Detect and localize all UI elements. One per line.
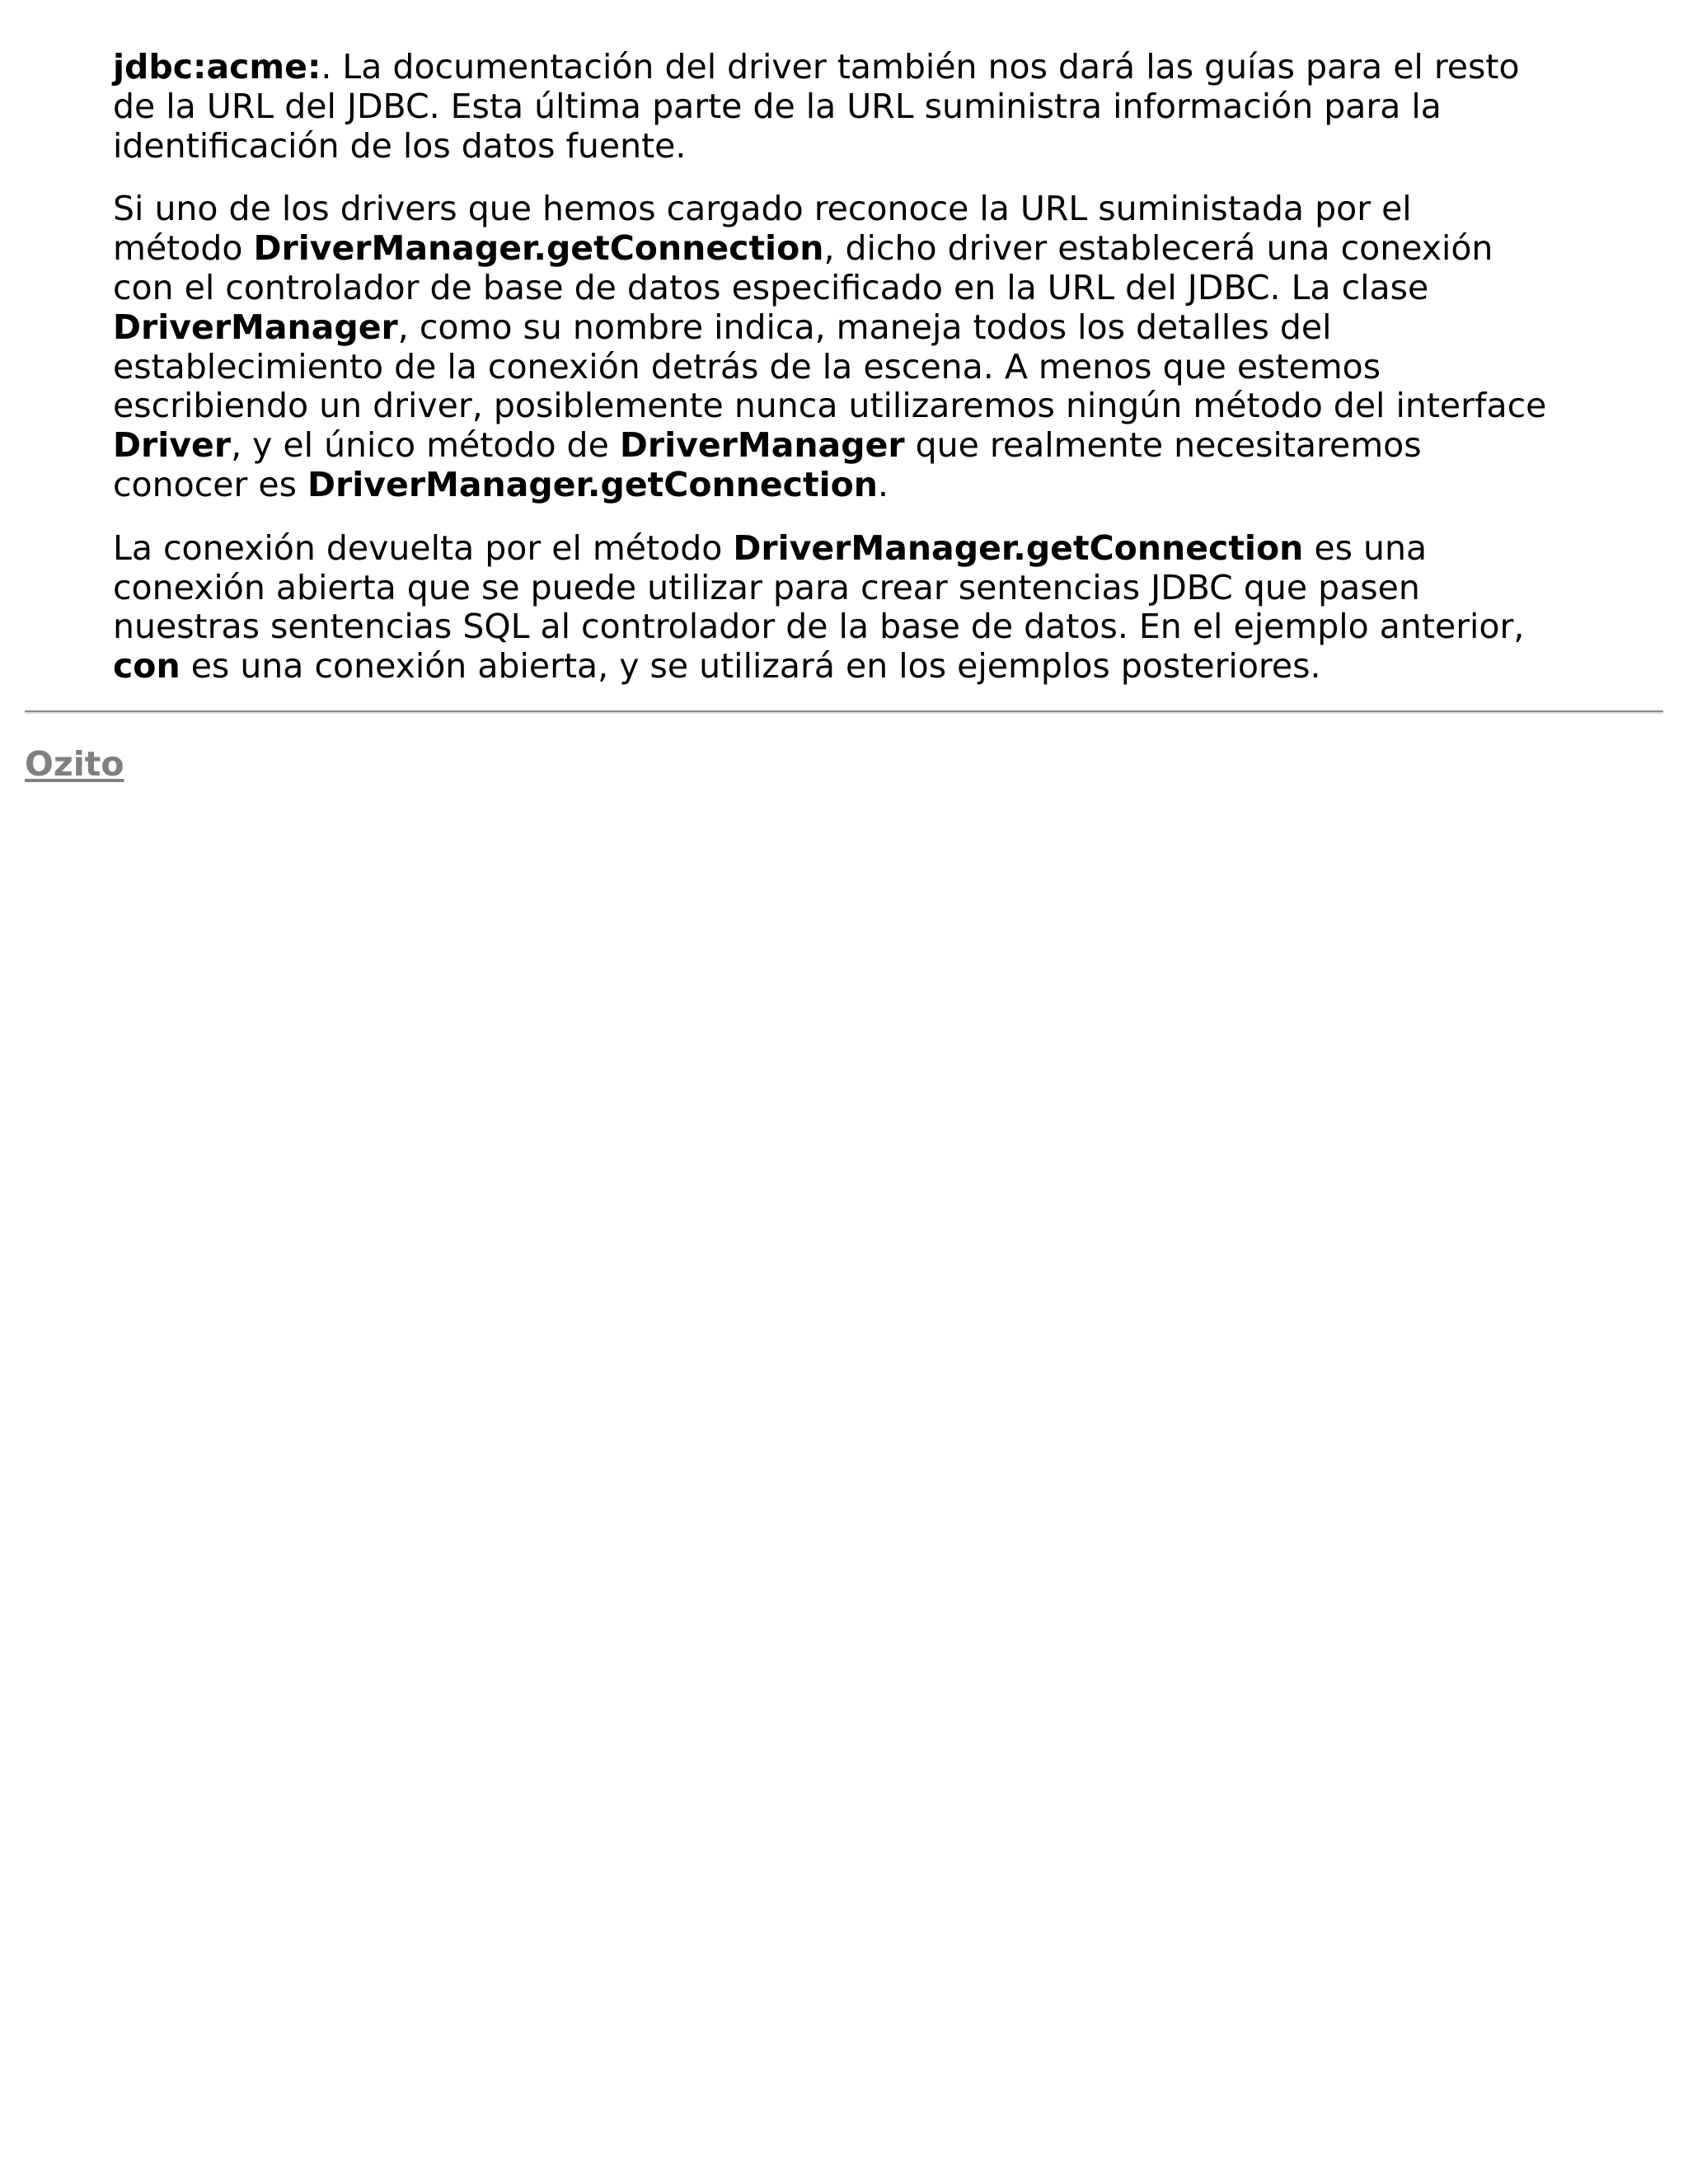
ozito-link[interactable]: Ozito — [25, 744, 124, 784]
text-run: es una conexión abierta, y se utilizará en los ejemplos posteriores. — [180, 646, 1321, 687]
text-run: nuestras sentencias SQL al controlador de la base de datos. En el ejemplo anterior, — [113, 607, 1525, 647]
paragraph-jdbc-url — [113, 48, 1588, 166]
bold-term: jdbc:acme: — [113, 47, 321, 87]
text-run: escribiendo un driver, posiblemente nunca utilizaremos ningún método del interface — [113, 386, 1547, 426]
text-run: , como su nombre indica, maneja todos los detalles del — [397, 307, 1332, 347]
bold-term: con — [113, 646, 181, 687]
paragraph-driver-manager — [113, 190, 1588, 504]
text-run: identificación de los datos fuente. — [113, 125, 687, 166]
text-run: de la URL del JDBC. Esta última parte de la URL suministra información para la — [113, 86, 1442, 126]
paragraph-connection — [113, 529, 1588, 687]
text-run: método — [113, 228, 254, 269]
horizontal-rule — [25, 710, 1663, 714]
text-run: es una — [1303, 527, 1428, 568]
document-body — [113, 48, 1588, 710]
text-run: La conexión devuelta por el método — [113, 527, 734, 568]
text-run: , dicho driver establecerá una conexión — [823, 228, 1493, 269]
text-run: conexión abierta que se puede utilizar para crear sentencias JDBC que pasen — [113, 567, 1420, 607]
bold-term: DriverManager — [619, 425, 905, 466]
text-run: . La documentación del driver también nos dará las guías para el resto — [321, 47, 1520, 87]
text-run: . — [877, 464, 889, 504]
text-run: Si uno de los drivers que hemos cargado reconoce la URL suministada por el — [113, 189, 1412, 229]
text-run: que realmente necesitaremos — [904, 425, 1422, 466]
text-run: , y el único método de — [231, 425, 620, 466]
text-run: conocer es — [113, 464, 307, 504]
text-run: con el controlador de base de datos especificado en la URL del JDBC. La clase — [113, 267, 1429, 307]
bold-term: Driver — [113, 425, 232, 466]
bold-term: DriverManager.getConnection — [733, 527, 1304, 568]
bold-term: DriverManager.getConnection — [307, 464, 878, 504]
bold-term: DriverManager — [113, 307, 398, 347]
bold-term: DriverManager.getConnection — [253, 228, 824, 269]
text-run: establecimiento de la conexión detrás de la escena. A menos que estemos — [113, 346, 1381, 387]
